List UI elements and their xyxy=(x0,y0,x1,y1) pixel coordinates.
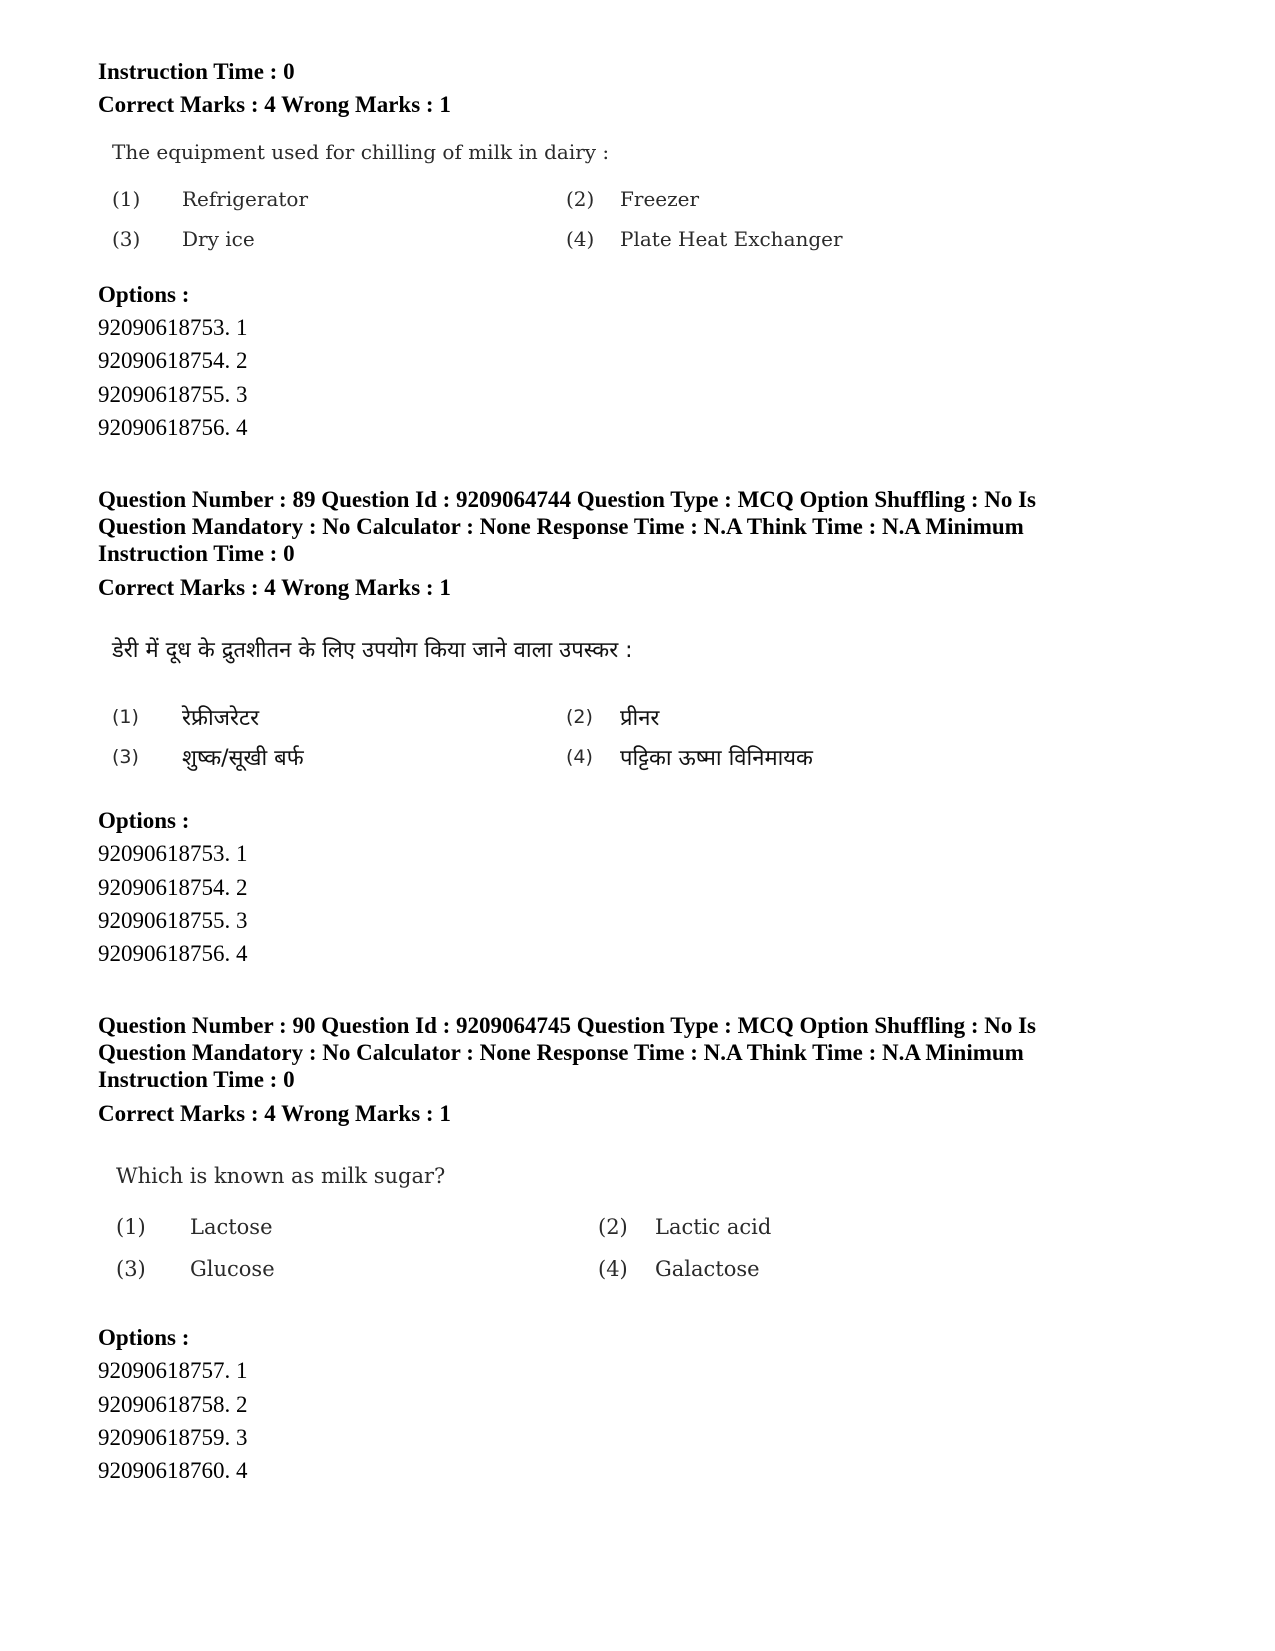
marks-line: Correct Marks : 4 Wrong Marks : 1 xyxy=(98,1101,451,1126)
options-label: Options : xyxy=(98,282,190,307)
choice-text: Dry ice xyxy=(182,227,255,251)
option-line: 92090618755. 3 xyxy=(98,382,248,407)
choice-text: Galactose xyxy=(655,1257,760,1281)
question-stem: Which is known as milk sugar? xyxy=(116,1164,446,1188)
option-line: 92090618756. 4 xyxy=(98,941,248,966)
options-label: Options : xyxy=(98,1325,190,1350)
choice-number: (2) xyxy=(566,706,593,728)
choice-text: Refrigerator xyxy=(182,187,309,211)
question-stem: डेरी में दूध के द्रुतशीतन के लिए उपयोग किया जाने वाला उपस्कर : xyxy=(112,638,633,663)
question-header-line: Question Mandatory : No Calculator : None Response Time : N.A Think Time : N.A Minimum xyxy=(98,514,1024,539)
option-line: 92090618753. 1 xyxy=(98,841,248,866)
choice-number: (2) xyxy=(598,1215,628,1239)
choice-number: (1) xyxy=(112,706,139,728)
option-line: 92090618757. 1 xyxy=(98,1358,248,1383)
choice-text: Freezer xyxy=(620,187,700,211)
option-line: 92090618754. 2 xyxy=(98,348,248,373)
option-line: 92090618755. 3 xyxy=(98,908,248,933)
option-line: 92090618753. 1 xyxy=(98,315,248,340)
choice-number: (3) xyxy=(116,1257,146,1281)
question-header-line: Question Number : 90 Question Id : 9209064745 Question Type : MCQ Option Shuffling : No Is xyxy=(98,1013,1037,1038)
choice-text: प्रीनर xyxy=(620,706,660,731)
option-line: 92090618756. 4 xyxy=(98,415,248,440)
option-line: 92090618758. 2 xyxy=(98,1392,248,1417)
choice-text: शुष्क/सूखी बर्फ xyxy=(182,746,304,771)
choice-number: (1) xyxy=(116,1215,146,1239)
choice-text: Lactose xyxy=(190,1215,273,1239)
marks-line: Correct Marks : 4 Wrong Marks : 1 xyxy=(98,575,451,600)
instruction-time: Instruction Time : 0 xyxy=(98,1067,295,1092)
option-line: 92090618760. 4 xyxy=(98,1458,248,1483)
option-line: 92090618759. 3 xyxy=(98,1425,248,1450)
question-stem: The equipment used for chilling of milk in dairy : xyxy=(112,140,610,164)
choice-text: Lactic acid xyxy=(655,1215,772,1239)
choice-text: Plate Heat Exchanger xyxy=(620,227,843,251)
option-line: 92090618754. 2 xyxy=(98,875,248,900)
choice-text: पट्टिका ऊष्मा विनिमायक xyxy=(620,746,813,771)
options-label: Options : xyxy=(98,808,190,833)
instruction-time: Instruction Time : 0 xyxy=(98,541,295,566)
choice-number: (2) xyxy=(566,187,595,211)
instruction-time: Instruction Time : 0 xyxy=(98,59,295,84)
choice-number: (3) xyxy=(112,746,139,768)
choice-number: (3) xyxy=(112,227,141,251)
choice-number: (4) xyxy=(566,227,595,251)
marks-line: Correct Marks : 4 Wrong Marks : 1 xyxy=(98,92,451,117)
choice-number: (1) xyxy=(112,187,141,211)
choice-number: (4) xyxy=(566,746,593,768)
choice-text: Glucose xyxy=(190,1257,275,1281)
choice-number: (4) xyxy=(598,1257,628,1281)
question-header-line: Question Number : 89 Question Id : 9209064744 Question Type : MCQ Option Shuffling : No Is xyxy=(98,487,1037,512)
question-header-line: Question Mandatory : No Calculator : None Response Time : N.A Think Time : N.A Minimum xyxy=(98,1040,1024,1065)
choice-text: रेफ्रीजरेटर xyxy=(182,706,260,731)
